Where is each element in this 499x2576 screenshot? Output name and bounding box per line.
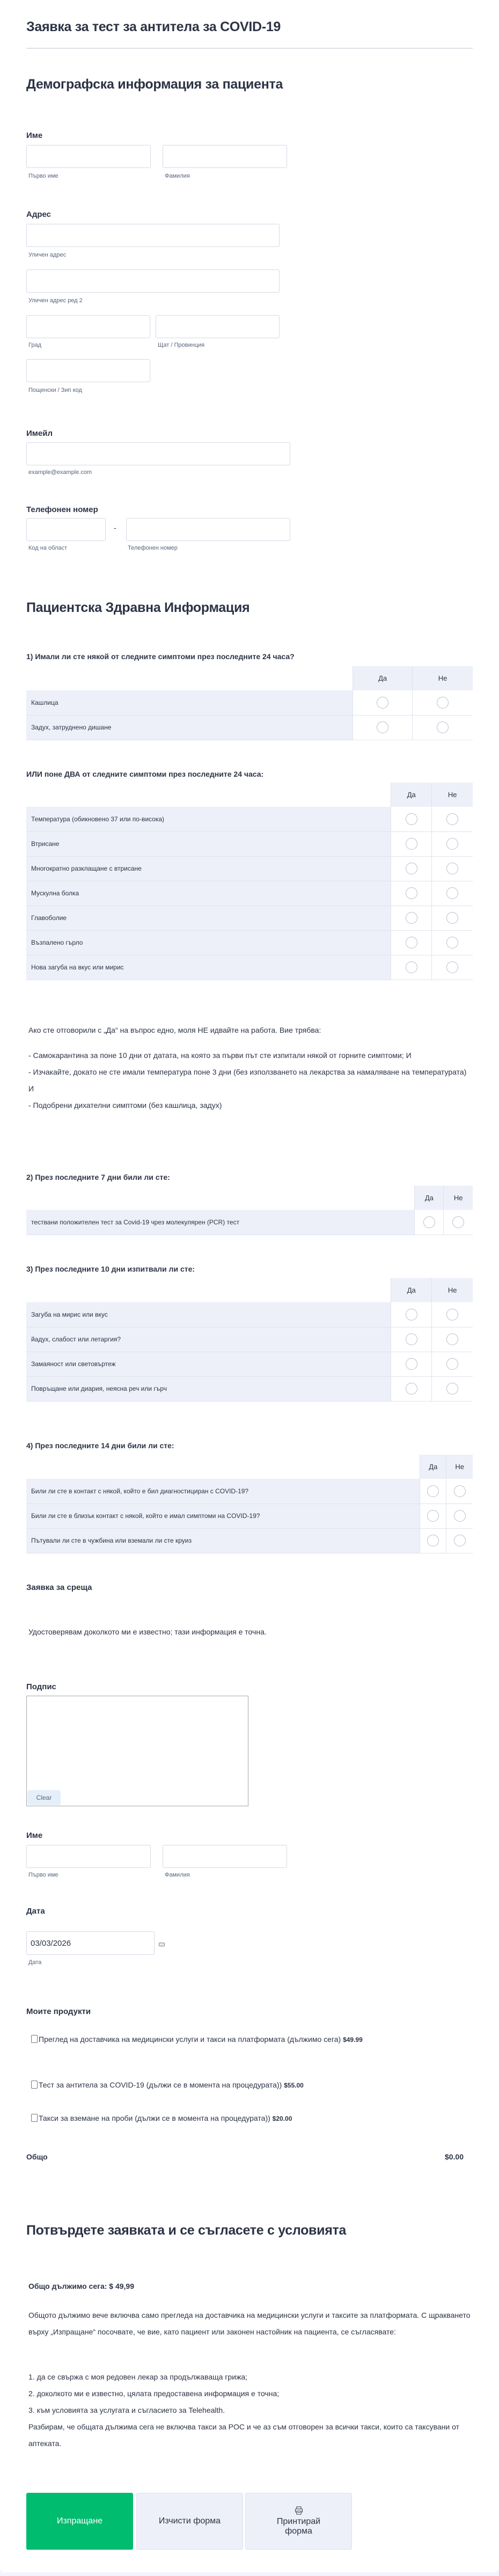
first-name-sublabel: Първо име: [28, 173, 58, 179]
matrix-row-label: Нова загуба на вкус или мирис: [26, 955, 391, 980]
product-item[interactable]: [31, 2078, 471, 2092]
matrix-cell[interactable]: [391, 1302, 432, 1327]
print-form-label: Принтирай форма: [276, 2517, 321, 2536]
appointment-heading: Заявка за среща: [26, 1583, 92, 1592]
matrix-cell[interactable]: [432, 1376, 473, 1401]
radio-button[interactable]: [446, 838, 458, 850]
street-address-2-sublabel: Уличен адрес ред 2: [28, 297, 83, 304]
radio-button[interactable]: [427, 1510, 439, 1522]
email-label: Имейл: [26, 429, 53, 438]
name-label-2: Име: [26, 1831, 43, 1840]
radio-button[interactable]: [437, 721, 449, 733]
phone-label: Телефонен номер: [26, 505, 98, 514]
matrix-column-header: Не: [432, 1278, 473, 1302]
area-code-input[interactable]: [26, 518, 106, 541]
matrix-column-header: Не: [446, 1455, 473, 1479]
matrix-row-label: Пътували ли сте в чужбина или вземали ли сте круиз: [26, 1528, 420, 1553]
radio-button[interactable]: [454, 1535, 466, 1546]
total-value: $0.00: [444, 2152, 464, 2161]
products-label: Моите продукти: [26, 2007, 91, 2016]
matrix-row: [26, 1352, 473, 1376]
section-heading-health: Пациентска Здравна Информация: [26, 600, 250, 615]
street-address-2-input[interactable]: [26, 269, 280, 293]
product-name: Тест за антитела за COVID-19 (дължи се в момента на процедурата)): [39, 2081, 282, 2089]
street-address-sublabel: Уличен адрес: [28, 252, 67, 258]
symptom-matrix: [26, 1186, 473, 1235]
city-input[interactable]: [26, 315, 150, 338]
matrix-column-header: Да: [353, 666, 412, 690]
signature-label: Подпис: [26, 1682, 56, 1691]
product-item[interactable]: [31, 2112, 471, 2125]
matrix-cell[interactable]: [446, 1479, 473, 1504]
state-input[interactable]: [156, 315, 280, 338]
area-code-sublabel: Код на област: [28, 545, 68, 551]
signature-clear-button[interactable]: Clear: [27, 1790, 61, 1805]
date-label: Дата: [26, 1907, 45, 1916]
product-price: $55.00: [284, 2082, 304, 2089]
matrix-row: [26, 1479, 473, 1504]
matrix-row: [26, 1504, 473, 1528]
product-item[interactable]: [31, 2033, 471, 2046]
radio-button[interactable]: [446, 813, 458, 825]
symptom-matrix: [26, 1278, 473, 1402]
clear-form-label: Изчисти форма: [158, 2516, 221, 2526]
matrix-question: 3) През последните 10 дни изпитвали ли сте:: [26, 1265, 195, 1273]
matrix-cell[interactable]: [391, 831, 432, 856]
product-checkbox[interactable]: [31, 2035, 38, 2043]
matrix-row-label: Многократно разклащане с втрисане: [26, 856, 391, 881]
street-address-input[interactable]: [26, 224, 280, 247]
info-item: - Подобрени дихателни симптоми (без кашлица, задух): [28, 1101, 222, 1110]
matrix-cell[interactable]: [432, 881, 473, 906]
calendar-icon[interactable]: [159, 1943, 165, 1946]
matrix-column-header: Да: [420, 1455, 446, 1479]
matrix-cell[interactable]: [391, 856, 432, 881]
matrix-row: [26, 906, 473, 930]
matrix-question: ИЛИ поне ДВА от следните симптоми през последните 24 часа:: [26, 770, 264, 778]
matrix-row: [26, 807, 473, 831]
address-label: Адрес: [26, 210, 52, 219]
matrix-row: [26, 955, 473, 980]
title-divider: [26, 48, 473, 49]
matrix-row-label: Кашлица: [26, 690, 353, 715]
zip-input[interactable]: [26, 359, 150, 382]
matrix-row-label: Възпалено гърло: [26, 930, 391, 955]
matrix-cell[interactable]: [432, 1302, 473, 1327]
first-name-input[interactable]: [26, 145, 151, 168]
matrix-row-label: Температура (обикновено 37 или по-висока): [26, 807, 391, 831]
radio-button[interactable]: [423, 1216, 435, 1228]
matrix-row-label: Задух, затруднено дишане: [26, 715, 353, 740]
matrix-corner: [26, 783, 391, 807]
product-checkbox[interactable]: [31, 2081, 38, 2089]
matrix-cell[interactable]: [432, 930, 473, 955]
product-price: $49.99: [343, 2036, 363, 2044]
last-name-sublabel-2: Фамилия: [165, 1872, 190, 1878]
matrix-cell[interactable]: [420, 1479, 446, 1504]
first-name-input-2[interactable]: [26, 1845, 151, 1868]
last-name-sublabel: Фамилия: [165, 173, 190, 179]
radio-button[interactable]: [446, 961, 458, 973]
signature-pad[interactable]: [26, 1696, 248, 1806]
radio-button[interactable]: [406, 1309, 417, 1320]
matrix-cell[interactable]: [391, 1376, 432, 1401]
confirm-list: [28, 2369, 474, 2452]
matrix-cell[interactable]: [432, 831, 473, 856]
info-intro: Ако сте отговорили с „Да“ на въпрос едно, моля НЕ идвайте на работа. Вие трябва:: [28, 1026, 321, 1034]
matrix-cell[interactable]: [432, 807, 473, 831]
matrix-cell[interactable]: [420, 1504, 446, 1528]
matrix-corner: [26, 1278, 391, 1302]
confirm-list-item: 3. към условията за услугата и съгласието за Telehealth.: [28, 2406, 225, 2414]
radio-button[interactable]: [377, 721, 388, 733]
radio-button[interactable]: [406, 961, 417, 973]
matrix-column-header: Да: [391, 1278, 432, 1302]
printer-icon: [295, 2506, 303, 2515]
matrix-row-label: Повръщане или диария, неясна реч или гърч: [26, 1376, 391, 1401]
matrix-cell[interactable]: [432, 906, 473, 930]
radio-button[interactable]: [446, 1309, 458, 1320]
radio-button[interactable]: [437, 697, 449, 709]
matrix-row-label: Главоболие: [26, 906, 391, 930]
matrix-cell[interactable]: [432, 955, 473, 980]
radio-button[interactable]: [427, 1535, 439, 1546]
matrix-cell[interactable]: [413, 715, 473, 740]
matrix-row: [26, 1528, 473, 1553]
matrix-row: [26, 881, 473, 906]
radio-button[interactable]: [454, 1485, 466, 1497]
matrix-cell[interactable]: [420, 1528, 446, 1553]
matrix-cell[interactable]: [391, 930, 432, 955]
radio-button[interactable]: [406, 863, 417, 874]
info-item: - Изчакайте, докато не сте имали температура поне 3 дни (без използването на лекарства за намаляване на температурата) И: [28, 1068, 467, 1093]
matrix-cell[interactable]: [391, 807, 432, 831]
info-text: [28, 1022, 468, 1114]
phone-number-input[interactable]: [126, 518, 290, 541]
matrix-cell[interactable]: [432, 1327, 473, 1352]
matrix-cell[interactable]: [391, 955, 432, 980]
certify-text: Удостоверявам доколкото ми е известно; тази информация е точна.: [28, 1628, 267, 1636]
radio-button[interactable]: [452, 1216, 464, 1228]
form-title: Заявка за тест за антитела за COVID-19: [26, 19, 281, 34]
matrix-row-label: Мускулна болка: [26, 881, 391, 906]
matrix-column-header: Да: [391, 783, 432, 807]
clear-form-button[interactable]: [136, 2493, 243, 2550]
radio-button[interactable]: [446, 863, 458, 874]
matrix-row-label: Загуба на мирис или вкус: [26, 1302, 391, 1327]
submit-button[interactable]: [26, 2493, 133, 2550]
matrix-cell[interactable]: [415, 1210, 444, 1235]
email-sublabel: example@example.com: [28, 469, 92, 476]
matrix-column-header: Не: [432, 783, 473, 807]
last-name-input-2[interactable]: [163, 1845, 287, 1868]
matrix-row-label: Втрисане: [26, 831, 391, 856]
matrix-row: [26, 856, 473, 881]
matrix-cell[interactable]: [432, 856, 473, 881]
last-name-input[interactable]: [163, 145, 287, 168]
matrix-question: 4) През последните 14 дни били ли сте:: [26, 1441, 174, 1450]
matrix-row-label: Замаяност или световъртеж: [26, 1352, 391, 1376]
info-item: - Самокарантина за поне 10 дни от датата, на която за първи път сте изпитали някой от горните симптоми; И: [28, 1051, 412, 1060]
radio-button[interactable]: [446, 937, 458, 948]
city-sublabel: Град: [28, 342, 41, 348]
section-heading-demographics: Демографска информация за пациента: [26, 77, 283, 92]
radio-button[interactable]: [446, 887, 458, 899]
state-sublabel: Щат / Провинция: [158, 342, 205, 348]
zip-sublabel: Пощенски / Зип код: [28, 387, 82, 393]
matrix-column-header: Не: [413, 666, 473, 690]
matrix-row: [26, 1376, 473, 1401]
matrix-row-label: тествани положителен тест за Covid-19 чрез молекулярен (PCR) тест: [26, 1210, 415, 1235]
matrix-row: [26, 1302, 473, 1327]
matrix-row-label: йадух, слабост или летаргия?: [26, 1327, 391, 1352]
date-input[interactable]: [26, 1931, 155, 1955]
confirm-list-item: 1. да се свържа с моя редовен лекар за продължаваща грижа;: [28, 2373, 248, 2381]
confirm-list-item: 2. доколкото ми е известно, цялата предоставена информация е точна;: [28, 2389, 280, 2398]
radio-button[interactable]: [406, 912, 417, 924]
matrix-row: [26, 1327, 473, 1352]
matrix-cell[interactable]: [444, 1210, 473, 1235]
email-input[interactable]: [26, 442, 290, 465]
radio-button[interactable]: [377, 697, 388, 709]
symptom-matrix: [26, 783, 473, 980]
confirm-list-item: Разбирам, че общата дължима сега не включва такси за POC и че аз съм отговорен за всички такси, които са таксувани от аптеката.: [28, 2422, 459, 2448]
radio-button[interactable]: [406, 838, 417, 850]
matrix-row-label: Били ли сте в контакт с някой, който е бил диагностициран с COVID-19?: [26, 1479, 420, 1504]
amount-due: Общо дължимо сега: $ 49,99: [28, 2282, 135, 2290]
radio-button[interactable]: [427, 1485, 439, 1497]
matrix-cell[interactable]: [353, 715, 412, 740]
radio-button[interactable]: [446, 912, 458, 924]
matrix-cell[interactable]: [446, 1528, 473, 1553]
matrix-cell[interactable]: [391, 1352, 432, 1376]
matrix-column-header: Да: [415, 1186, 444, 1210]
product-price: $20.00: [272, 2115, 292, 2122]
matrix-cell[interactable]: [391, 906, 432, 930]
total-label: Общо: [26, 2152, 48, 2161]
section-heading-confirm: Потвърдете заявката и се съгласете с условията: [26, 2223, 347, 2238]
print-form-button[interactable]: [245, 2493, 352, 2550]
matrix-cell[interactable]: [353, 690, 412, 715]
radio-button[interactable]: [406, 1333, 417, 1345]
first-name-sublabel-2: Първо име: [28, 1872, 58, 1878]
matrix-corner: [26, 1186, 415, 1210]
confirm-paragraph: Общото дължимо вече включва само прегледа на доставчика на медицински услуги и таксите за платформата. С щракването върху „Изпращане“ посочвате, че вие, като пациент или законен настойник на пациента, се съгласявате:: [28, 2311, 471, 2336]
symptom-matrix: [26, 666, 473, 740]
matrix-cell[interactable]: [391, 1327, 432, 1352]
submit-label: Изпращане: [56, 2516, 103, 2526]
radio-button[interactable]: [446, 1358, 458, 1370]
product-name: Такси за вземане на проби (дължи се в момента на процедурата)): [39, 2114, 270, 2122]
matrix-row: [26, 831, 473, 856]
radio-button[interactable]: [454, 1510, 466, 1522]
matrix-row: [26, 930, 473, 955]
matrix-question: 1) Имали ли сте някой от следните симптоми през последните 24 часа?: [26, 652, 295, 661]
matrix-column-header: Не: [444, 1186, 473, 1210]
matrix-row: [26, 690, 473, 715]
radio-button[interactable]: [406, 813, 417, 825]
product-checkbox[interactable]: [31, 2114, 38, 2122]
radio-button[interactable]: [406, 1383, 417, 1395]
name-label: Име: [26, 131, 43, 140]
matrix-row: [26, 715, 473, 740]
matrix-cell[interactable]: [432, 1352, 473, 1376]
product-name: Преглед на доставчика на медицински услуги и такси на платформата (дължимо сега): [39, 2035, 341, 2044]
matrix-question: 2) През последните 7 дни били ли сте:: [26, 1173, 170, 1181]
radio-button[interactable]: [406, 937, 417, 948]
radio-button[interactable]: [406, 887, 417, 899]
radio-button[interactable]: [446, 1383, 458, 1395]
matrix-corner: [26, 666, 353, 690]
date-sublabel: Дата: [28, 1959, 42, 1966]
symptom-matrix: [26, 1455, 473, 1553]
matrix-cell[interactable]: [391, 881, 432, 906]
radio-button[interactable]: [446, 1333, 458, 1345]
matrix-cell[interactable]: [413, 690, 473, 715]
matrix-row-label: Били ли сте в близък контакт с някой, който е имал симптоми на COVID-19?: [26, 1504, 420, 1528]
matrix-cell[interactable]: [446, 1504, 473, 1528]
matrix-row: [26, 1210, 473, 1235]
phone-dash: -: [114, 523, 116, 532]
phone-number-sublabel: Телефонен номер: [128, 545, 178, 551]
matrix-corner: [26, 1455, 420, 1479]
radio-button[interactable]: [406, 1358, 417, 1370]
